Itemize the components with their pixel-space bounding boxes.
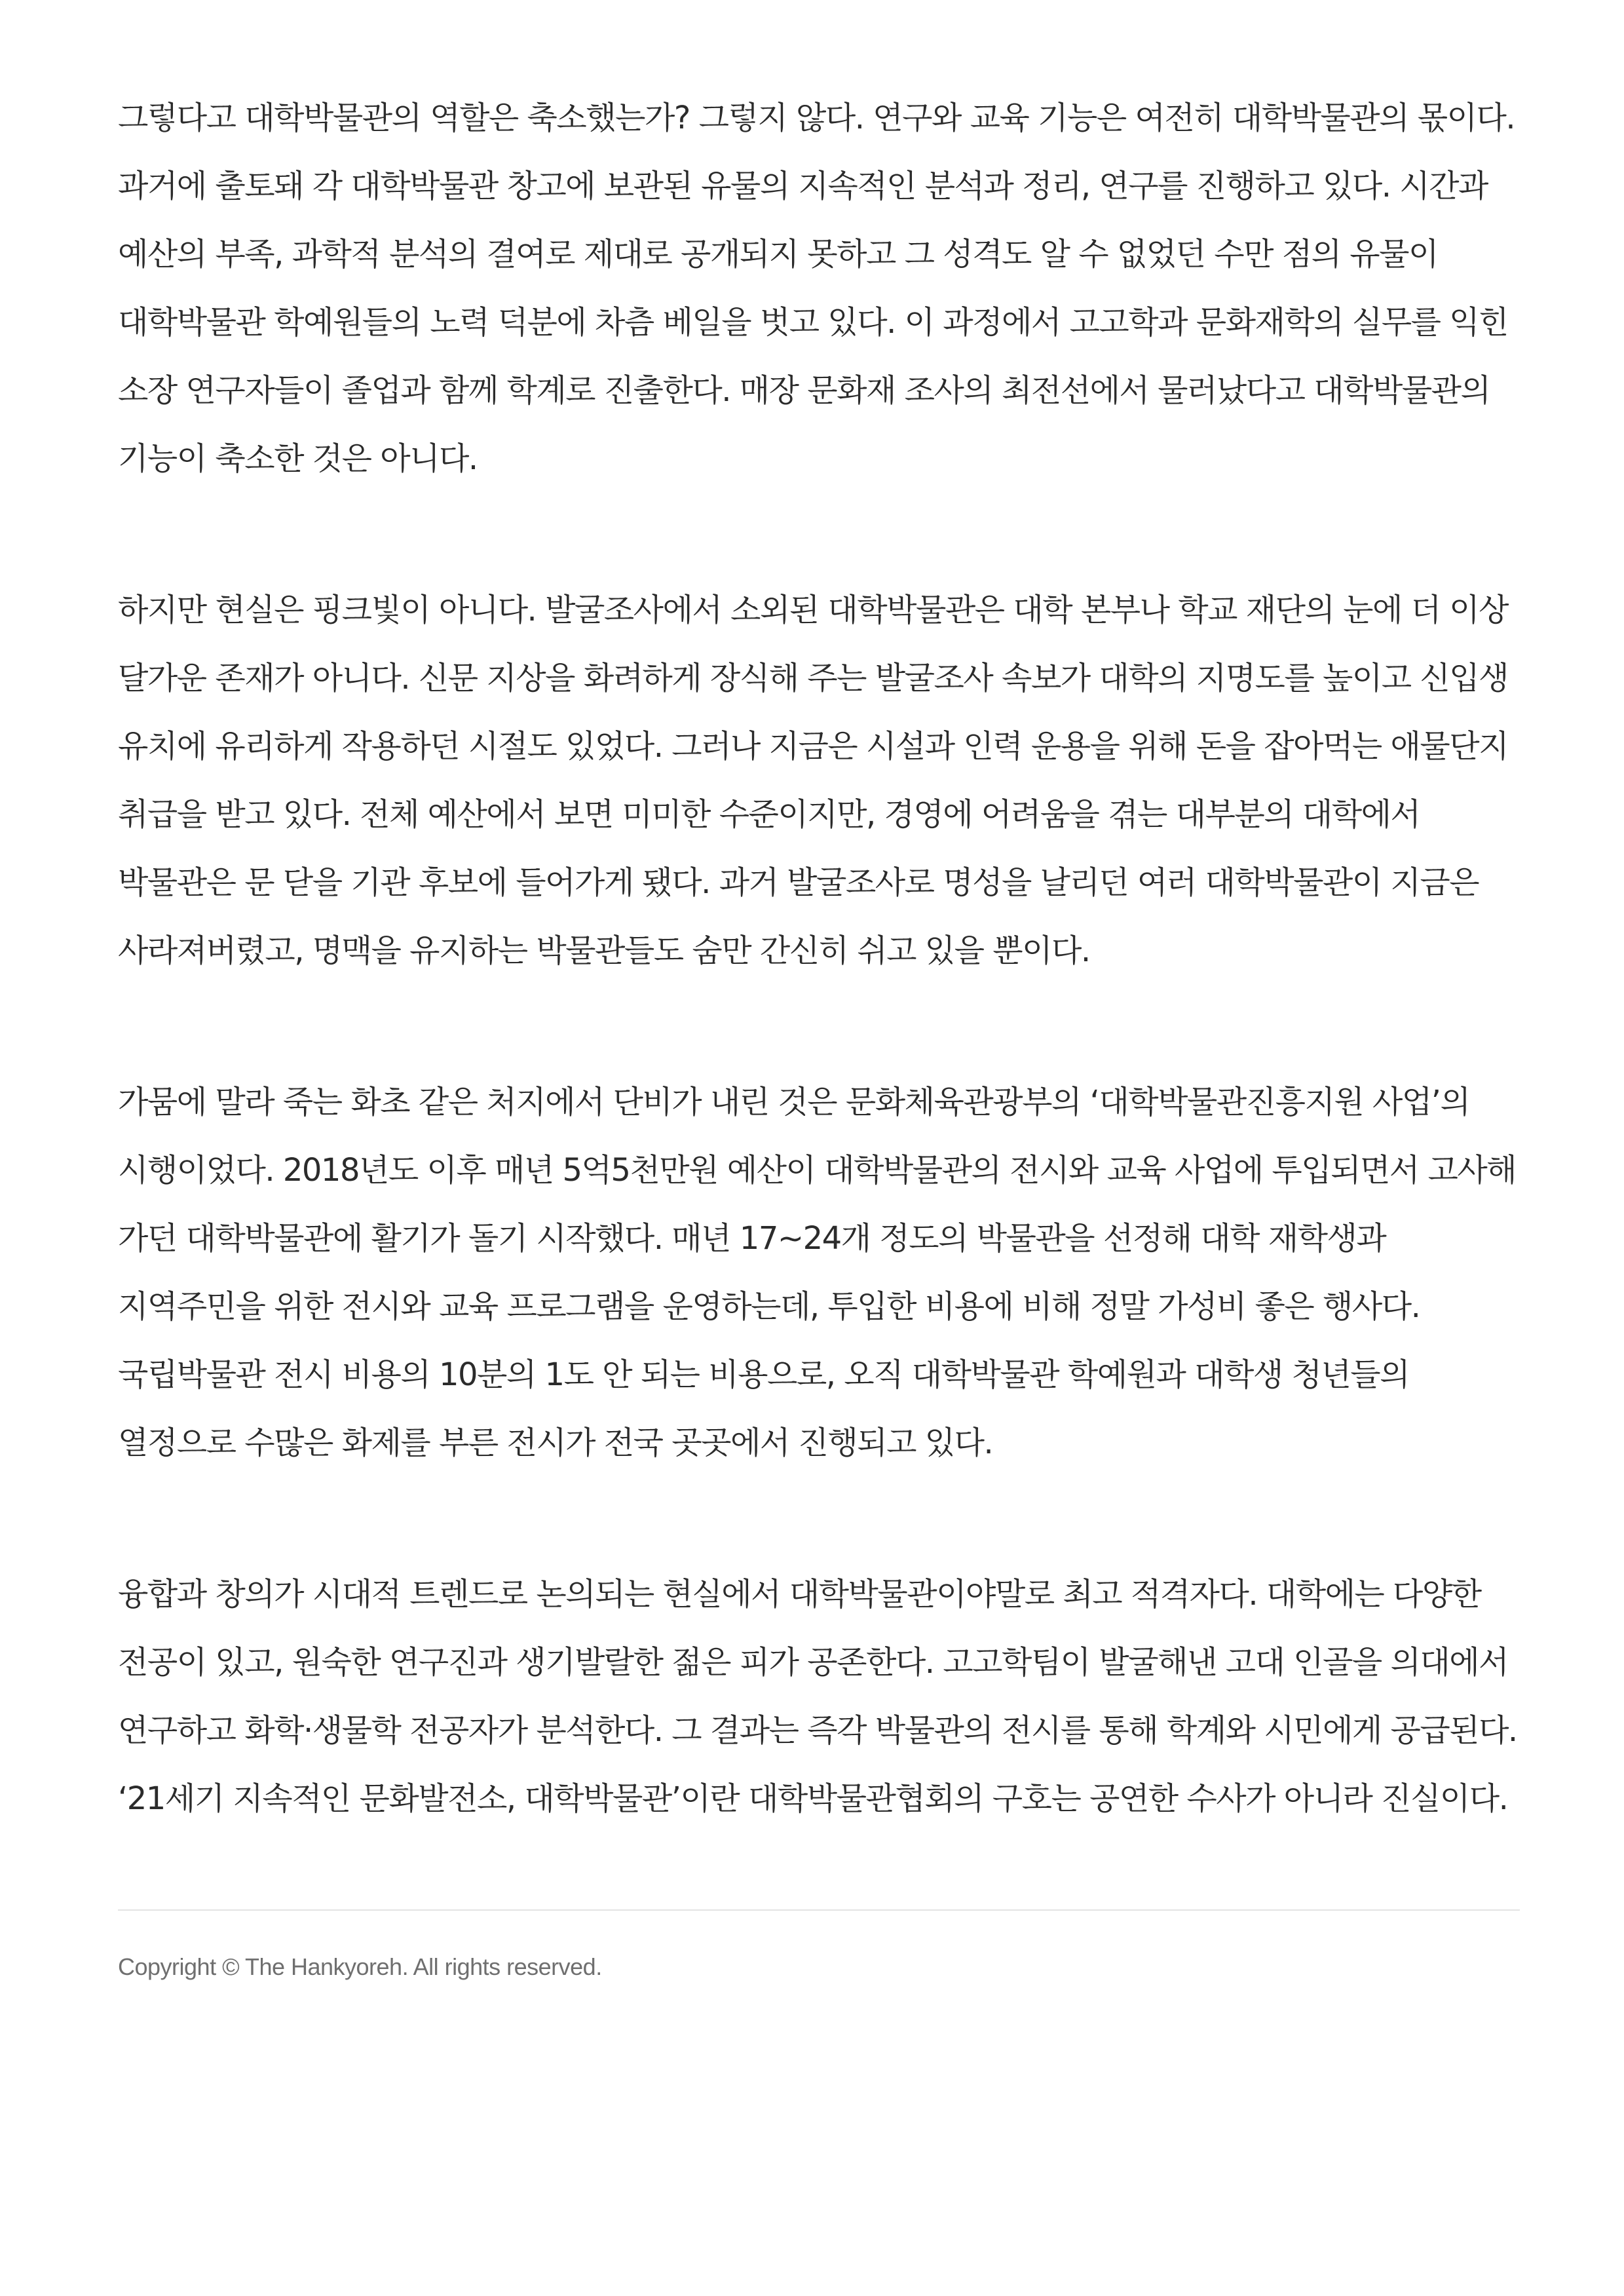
copyright-notice: Copyright © The Hankyoreh. All rights reserved. xyxy=(118,1953,602,1980)
paragraph-3: 가뭄에 말라 죽는 화초 같은 처지에서 단비가 내린 것은 문화체육관광부의 ‘대학박물관진흥지원 사업’의 시행이었다. 2018년도 이후 매년 5억5천만원 예산이 대학박물관의 전시와 교육 사업에 투입되면서 고사해 가던 대학박물관에 활기가 돌기 시작했다. 매년 17~24개 정도의 박물관을 선정해 대학 재학생과 지역주민을 위한 전시와 교육 프로그램을 운영하는데, 투입한 비용에 비해 정말 가성비 좋은 행사다. 국립박물관 전시 비용의 10분의 1도 안 되는 비용으로, 오직 대학박물관 학예원과 대학생 청년들의 열정으로 수많은 화제를 부른 전시가 전국 곳곳에서 진행되고 있다. xyxy=(118,1084,1517,1461)
footer-divider xyxy=(118,1909,1520,1911)
paragraph-4: 융합과 창의가 시대적 트렌드로 논의되는 현실에서 대학박물관이야말로 최고 적격자다. 대학에는 다양한 전공이 있고, 원숙한 연구진과 생기발랄한 젊은 피가 공존한다. 고고학팀이 발굴해낸 고대 인골을 의대에서 연구하고 화학·생물학 전공자가 분석한다. 그 결과는 즉각 박물관의 전시를 통해 학계와 시민에게 공급된다. ‘21세기 지속적인 문화발전소, 대학박물관’이란 대학박물관협회의 구호는 공연한 수사가 아니라 진실이다. xyxy=(118,1576,1517,1817)
paragraph-2: 하지만 현실은 핑크빛이 아니다. 발굴조사에서 소외된 대학박물관은 대학 본부나 학교 재단의 눈에 더 이상 달가운 존재가 아니다. 신문 지상을 화려하게 장식해 주는 발굴조사 속보가 대학의 지명도를 높이고 신입생 유치에 유리하게 작용하던 시절도 있었다. 그러나 지금은 시설과 인력 운용을 위해 돈을 잡아먹는 애물단지 취급을 받고 있다. 전체 예산에서 보면 미미한 수준이지만, 경영에 어려움을 겪는 대부분의 대학에서 박물관은 문 닫을 기관 후보에 들어가게 됐다. 과거 발굴조사로 명성을 날리던 여러 대학박물관이 지금은 사라져버렸고, 명맥을 유지하는 박물관들도 숨만 간신히 쉬고 있을 뿐이다. xyxy=(118,592,1508,969)
article-body xyxy=(118,84,1520,1833)
paragraph-1: 그렇다고 대학박물관의 역할은 축소했는가? 그렇지 않다. 연구와 교육 기능은 여전히 대학박물관의 몫이다. 과거에 출토돼 각 대학박물관 창고에 보관된 유물의 지속적인 분석과 정리, 연구를 진행하고 있다. 시간과 예산의 부족, 과학적 분석의 결여로 제대로 공개되지 못하고 그 성격도 알 수 없었던 수만 점의 유물이 대학박물관 학예원들의 노력 덕분에 차츰 베일을 벗고 있다. 이 과정에서 고고학과 문화재학의 실무를 익힌 소장 연구자들이 졸업과 함께 학계로 진출한다. 매장 문화재 조사의 최전선에서 물러났다고 대학박물관의 기능이 축소한 것은 아니다. xyxy=(118,100,1515,477)
